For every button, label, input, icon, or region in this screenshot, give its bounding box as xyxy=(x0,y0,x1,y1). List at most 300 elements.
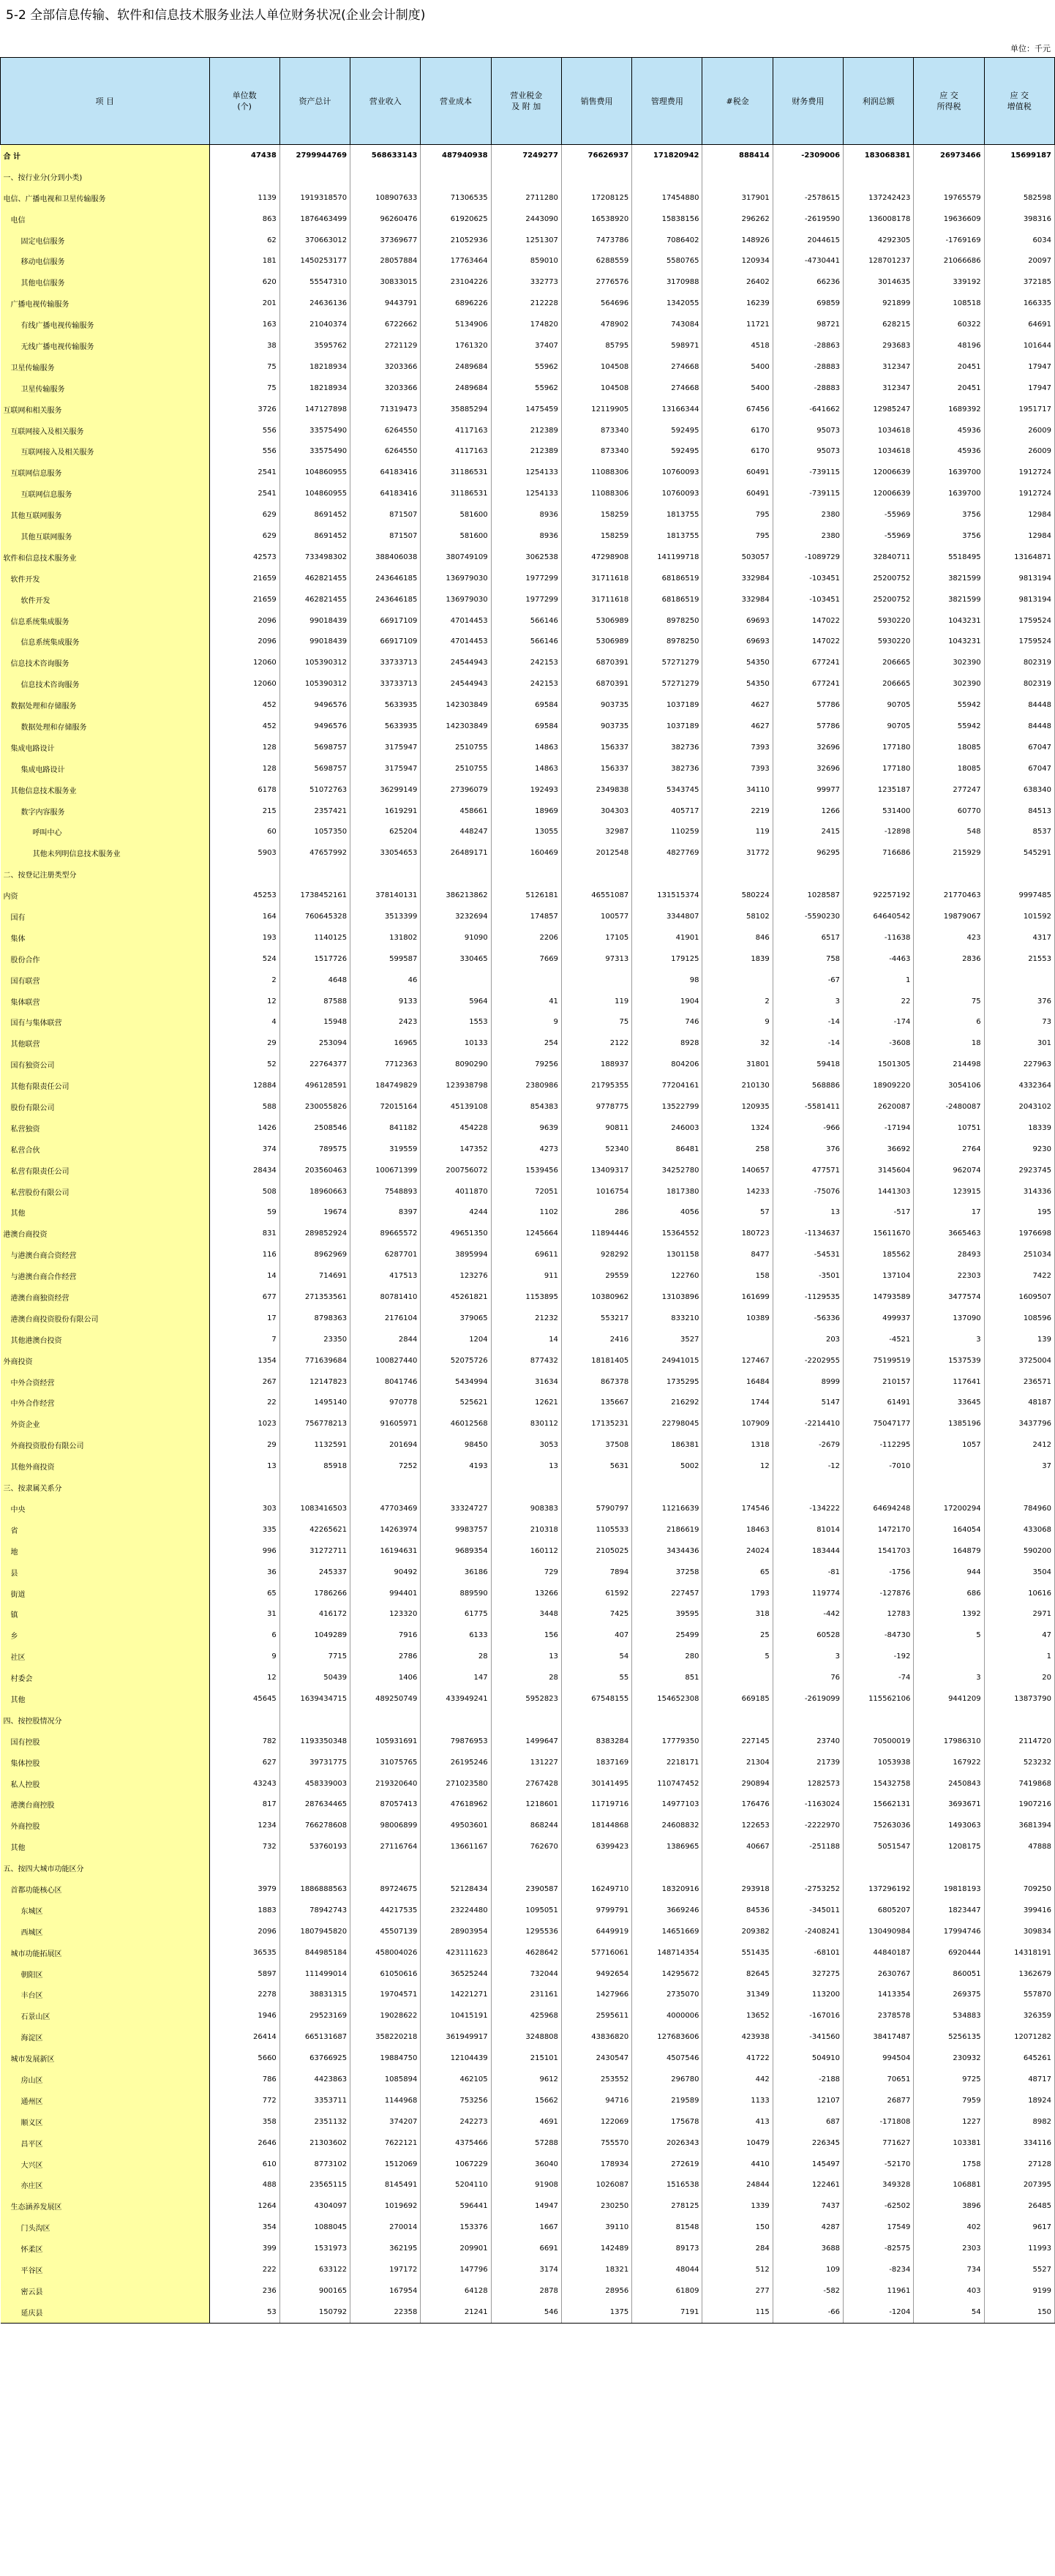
table-row xyxy=(1,250,1055,272)
table-cell: 1427966 xyxy=(561,1984,631,2005)
row-label: 软件和信息技术服务业 xyxy=(1,547,210,568)
table-row xyxy=(1,1371,1055,1393)
table-cell: -4521 xyxy=(844,1329,914,1350)
table-cell: 22358 xyxy=(350,2302,421,2323)
table-cell: 177180 xyxy=(844,737,914,758)
row-label: 朝阳区 xyxy=(1,1963,210,1985)
table-cell: 61592 xyxy=(561,1583,631,1604)
table-header-row xyxy=(1,58,1055,145)
table-cell: 709250 xyxy=(984,1879,1054,1900)
table-cell xyxy=(844,1477,914,1498)
table-cell: 1318 xyxy=(702,1434,773,1456)
table-cell: 1553 xyxy=(421,1012,491,1033)
table-cell: -82575 xyxy=(844,2238,914,2259)
table-row xyxy=(1,2111,1055,2133)
table-cell: 19818193 xyxy=(914,1879,984,1900)
table-cell: 3595762 xyxy=(279,335,350,356)
table-cell: 1919318570 xyxy=(279,187,350,209)
table-cell: 87057413 xyxy=(350,1794,421,1815)
table-cell: 92257192 xyxy=(844,885,914,906)
table-row xyxy=(1,314,1055,335)
row-label: 互联网接入及相关服务 xyxy=(1,441,210,462)
table-cell: 309834 xyxy=(984,1921,1054,1942)
table-cell: 5633935 xyxy=(350,716,421,737)
table-cell: 3756 xyxy=(914,525,984,547)
table-cell: 69611 xyxy=(491,1244,561,1265)
table-cell: 6264550 xyxy=(350,441,421,462)
table-cell: 318 xyxy=(702,1603,773,1625)
table-cell: 8090290 xyxy=(421,1054,491,1075)
table-row xyxy=(1,610,1055,632)
table-cell: 12985247 xyxy=(844,399,914,420)
table-cell: 3527 xyxy=(632,1329,702,1350)
table-cell: 11993 xyxy=(984,2238,1054,2259)
table-cell: 31272711 xyxy=(279,1540,350,1562)
table-cell: 504910 xyxy=(773,2048,843,2069)
table-cell: 31349 xyxy=(702,1984,773,2005)
table-cell: 136008178 xyxy=(844,209,914,230)
table-cell: 867378 xyxy=(561,1371,631,1393)
table-cell: 1495140 xyxy=(279,1393,350,1414)
table-cell: 60491 xyxy=(702,462,773,483)
table-cell: 66236 xyxy=(773,272,843,293)
table-cell: 386213862 xyxy=(421,885,491,906)
table-cell: 21795355 xyxy=(561,1075,631,1096)
table-cell xyxy=(279,1857,350,1879)
table-cell: 37508 xyxy=(561,1434,631,1456)
table-cell: 48717 xyxy=(984,2069,1054,2090)
table-cell: 60770 xyxy=(914,801,984,822)
row-label: 国有 xyxy=(1,906,210,927)
table-cell: 104508 xyxy=(561,378,631,399)
table-cell: 186381 xyxy=(632,1434,702,1456)
table-cell: 10389 xyxy=(702,1308,773,1329)
table-cell: 1786266 xyxy=(279,1583,350,1604)
table-cell: 889590 xyxy=(421,1583,491,1604)
table-cell: 32696 xyxy=(773,758,843,779)
table-cell: 33645 xyxy=(914,1393,984,1414)
table-cell: 185562 xyxy=(844,1244,914,1265)
table-cell: 1 xyxy=(844,970,914,991)
table-cell: 5051547 xyxy=(844,1836,914,1857)
table-cell xyxy=(914,970,984,991)
table-cell: 31711618 xyxy=(561,568,631,589)
table-cell: 14793589 xyxy=(844,1287,914,1308)
table-cell: -127876 xyxy=(844,1583,914,1604)
table-cell: 8691452 xyxy=(279,525,350,547)
table-cell: 41 xyxy=(491,991,561,1012)
table-cell: 2044615 xyxy=(773,230,843,251)
table-cell: 32840711 xyxy=(844,547,914,568)
table-cell: 272619 xyxy=(632,2154,702,2175)
table-cell: 120935 xyxy=(702,1096,773,1117)
table-row xyxy=(1,673,1055,694)
table-cell: 209382 xyxy=(702,1921,773,1942)
row-label: 有线广播电视传输服务 xyxy=(1,314,210,335)
table-cell: 743084 xyxy=(632,314,702,335)
table-cell: 921899 xyxy=(844,293,914,314)
table-cell xyxy=(561,1477,631,1498)
table-cell: 142303849 xyxy=(421,694,491,716)
table-cell: 108596 xyxy=(984,1308,1054,1329)
table-cell xyxy=(844,1710,914,1731)
table-cell: 6691 xyxy=(491,2238,561,2259)
table-row xyxy=(1,1075,1055,1096)
table-cell: 14977103 xyxy=(632,1794,702,1815)
table-cell: 755570 xyxy=(561,2133,631,2154)
table-cell: 43836820 xyxy=(561,2026,631,2048)
table-cell: -2309006 xyxy=(773,145,843,166)
table-cell: -2188 xyxy=(773,2069,843,2090)
table-cell: 122069 xyxy=(561,2111,631,2133)
table-cell: 1019692 xyxy=(350,2195,421,2217)
table-cell: 14263974 xyxy=(350,1519,421,1540)
table-cell: 75047177 xyxy=(844,1413,914,1434)
table-cell: 12783 xyxy=(844,1603,914,1625)
row-label: 软件开发 xyxy=(1,568,210,589)
table-cell: -2619590 xyxy=(773,209,843,230)
table-cell: 312347 xyxy=(844,356,914,378)
table-row xyxy=(1,1033,1055,1054)
table-cell: 13055 xyxy=(491,822,561,843)
table-cell: 7393 xyxy=(702,737,773,758)
table-cell: 55942 xyxy=(914,694,984,716)
table-cell xyxy=(844,864,914,885)
table-cell: 6034 xyxy=(984,230,1054,251)
table-cell: 108907633 xyxy=(350,187,421,209)
table-cell: 5518495 xyxy=(914,547,984,568)
table-cell: 9496576 xyxy=(279,694,350,716)
row-label: 合 计 xyxy=(1,145,210,166)
table-cell: 7252 xyxy=(350,1456,421,1477)
table-cell: 108518 xyxy=(914,293,984,314)
table-cell xyxy=(702,1329,773,1350)
table-cell: 219589 xyxy=(632,2090,702,2111)
table-cell: 8982 xyxy=(984,2111,1054,2133)
table-cell: 70500019 xyxy=(844,1731,914,1752)
table-cell: -1163024 xyxy=(773,1794,843,1815)
table-cell: -251188 xyxy=(773,1836,843,1857)
table-cell: 4827769 xyxy=(632,842,702,864)
table-cell: 14947 xyxy=(491,2195,561,2217)
table-cell: 57786 xyxy=(773,716,843,737)
table-cell: 3504 xyxy=(984,1562,1054,1583)
table-cell: 47618962 xyxy=(421,1794,491,1815)
table-cell: 137296192 xyxy=(844,1879,914,1900)
table-cell: 55942 xyxy=(914,716,984,737)
table-cell: 212389 xyxy=(491,441,561,462)
table-cell: 41722 xyxy=(702,2048,773,2069)
table-cell: 57716061 xyxy=(561,1942,631,1963)
table-cell: 716686 xyxy=(844,842,914,864)
table-cell: 5147 xyxy=(773,1393,843,1414)
table-cell: 4011870 xyxy=(421,1181,491,1202)
table-cell: 123915 xyxy=(914,1181,984,1202)
table-cell: 871507 xyxy=(350,504,421,525)
table-row xyxy=(1,864,1055,885)
row-label: 平谷区 xyxy=(1,2259,210,2280)
table-cell: 29 xyxy=(209,1033,279,1054)
table-cell: 227963 xyxy=(984,1054,1054,1075)
table-cell: 14 xyxy=(491,1329,561,1350)
table-cell: -52170 xyxy=(844,2154,914,2175)
table-cell: 180723 xyxy=(702,1223,773,1244)
table-cell: -2679 xyxy=(773,1434,843,1456)
table-cell: 625204 xyxy=(350,822,421,843)
table-cell: 372185 xyxy=(984,272,1054,293)
table-cell: 645261 xyxy=(984,2048,1054,2069)
table-cell: 7916 xyxy=(350,1625,421,1646)
table-cell: 7393 xyxy=(702,758,773,779)
table-cell: 407 xyxy=(561,1625,631,1646)
table-cell: 57 xyxy=(702,1202,773,1224)
table-cell: 398316 xyxy=(984,209,1054,230)
table-cell: 203560463 xyxy=(279,1160,350,1181)
table-cell: 1837169 xyxy=(561,1752,631,1773)
table-cell xyxy=(350,1710,421,1731)
table-cell: 12060 xyxy=(209,673,279,694)
table-cell: 319559 xyxy=(350,1139,421,1160)
table-cell: 14221271 xyxy=(421,1984,491,2005)
table-cell: 1385196 xyxy=(914,1413,984,1434)
table-cell: -17194 xyxy=(844,1117,914,1139)
table-cell: 753256 xyxy=(421,2090,491,2111)
table-cell: 19704571 xyxy=(350,1984,421,2005)
table-cell: 1639700 xyxy=(914,462,984,483)
table-cell: 339192 xyxy=(914,272,984,293)
table-cell: 1016754 xyxy=(561,1181,631,1202)
table-cell: 230055826 xyxy=(279,1096,350,1117)
table-cell: 47 xyxy=(984,1625,1054,1646)
table-cell: 3979 xyxy=(209,1879,279,1900)
table-cell: 846 xyxy=(702,927,773,948)
table-cell: 380749109 xyxy=(421,547,491,568)
table-cell: 24608832 xyxy=(632,1815,702,1836)
table-cell: 4627 xyxy=(702,716,773,737)
row-label: 互联网信息服务 xyxy=(1,483,210,504)
table-cell: 2096 xyxy=(209,631,279,652)
table-cell: 2105025 xyxy=(561,1540,631,1562)
table-cell: 22798045 xyxy=(632,1413,702,1434)
table-cell xyxy=(702,864,773,885)
table-cell: 11721 xyxy=(702,314,773,335)
table-cell: -3501 xyxy=(773,1265,843,1287)
table-cell: 104860955 xyxy=(279,462,350,483)
row-label: 集体控股 xyxy=(1,1752,210,1773)
table-cell: 90705 xyxy=(844,694,914,716)
table-cell: 3756 xyxy=(914,504,984,525)
table-cell: 69859 xyxy=(773,293,843,314)
table-row xyxy=(1,1350,1055,1371)
table-cell: 24544943 xyxy=(421,652,491,673)
table-cell: 26489171 xyxy=(421,842,491,864)
table-cell: 962074 xyxy=(914,1160,984,1181)
table-cell: 3175947 xyxy=(350,737,421,758)
table-cell: 271023580 xyxy=(421,1773,491,1794)
table-cell: 7715 xyxy=(279,1646,350,1667)
table-cell: 36186 xyxy=(421,1562,491,1583)
table-cell: 215 xyxy=(209,801,279,822)
table-cell: 11719716 xyxy=(561,1794,631,1815)
table-cell: 9133 xyxy=(350,991,421,1012)
table-cell: 2 xyxy=(209,970,279,991)
table-cell: 290894 xyxy=(702,1773,773,1794)
table-cell: 6 xyxy=(914,1012,984,1033)
table-cell: 3725004 xyxy=(984,1350,1054,1371)
table-cell: 817 xyxy=(209,1794,279,1815)
table-cell: 1793 xyxy=(702,1583,773,1604)
table-cell: 4317 xyxy=(984,927,1054,948)
table-cell: 2836 xyxy=(914,948,984,970)
table-cell: 8397 xyxy=(350,1202,421,1224)
table-cell: 2541 xyxy=(209,483,279,504)
table-cell: 3053 xyxy=(491,1434,561,1456)
table-cell: 13 xyxy=(209,1456,279,1477)
table-cell: -67 xyxy=(773,970,843,991)
table-cell: 19636609 xyxy=(914,209,984,230)
table-cell: 2443090 xyxy=(491,209,561,230)
table-row xyxy=(1,335,1055,356)
row-label: 私营有限责任公司 xyxy=(1,1160,210,1181)
table-row xyxy=(1,2005,1055,2026)
table-cell: 156337 xyxy=(561,737,631,758)
table-cell: 1689392 xyxy=(914,399,984,420)
table-cell: 67456 xyxy=(702,399,773,420)
table-cell: 7425 xyxy=(561,1603,631,1625)
table-row xyxy=(1,2302,1055,2323)
table-cell: 477571 xyxy=(773,1160,843,1181)
table-cell: 161699 xyxy=(702,1287,773,1308)
table-row xyxy=(1,1434,1055,1456)
table-cell: 46551087 xyxy=(561,885,631,906)
table-cell: 17986310 xyxy=(914,1731,984,1752)
row-label: 卫星传输服务 xyxy=(1,356,210,378)
table-cell: 556 xyxy=(209,420,279,441)
table-cell: 12 xyxy=(209,1667,279,1688)
table-cell: 103381 xyxy=(914,2133,984,2154)
table-cell: 9725 xyxy=(914,2069,984,2090)
table-cell: -2408241 xyxy=(773,1921,843,1942)
table-cell: 2878 xyxy=(491,2280,561,2302)
table-cell: 219320640 xyxy=(350,1773,421,1794)
table-cell: 16965 xyxy=(350,1033,421,1054)
table-cell: 1413354 xyxy=(844,1984,914,2005)
row-label: 中外合资经营 xyxy=(1,1371,210,1393)
table-cell: 67548155 xyxy=(561,1688,631,1710)
row-label: 石景山区 xyxy=(1,2005,210,2026)
table-row xyxy=(1,2280,1055,2302)
table-cell: 10760093 xyxy=(632,462,702,483)
table-cell: -28883 xyxy=(773,356,843,378)
table-cell: 5897 xyxy=(209,1963,279,1985)
table-cell: 148926 xyxy=(702,230,773,251)
table-cell: 1139 xyxy=(209,187,279,209)
table-row xyxy=(1,822,1055,843)
table-cell: 40667 xyxy=(702,1836,773,1857)
table-cell: 330465 xyxy=(421,948,491,970)
table-cell: 512 xyxy=(702,2259,773,2280)
table-cell: -68101 xyxy=(773,1942,843,1963)
table-cell xyxy=(702,1857,773,1879)
row-label: 其他 xyxy=(1,1688,210,1710)
table-cell: 1976698 xyxy=(984,1223,1054,1244)
table-cell: 1028587 xyxy=(773,885,843,906)
table-cell: 629 xyxy=(209,504,279,525)
table-row xyxy=(1,758,1055,779)
table-cell: 2776576 xyxy=(561,272,631,293)
table-cell: 746 xyxy=(632,1012,702,1033)
column-header: 应 交 增值税 xyxy=(984,58,1054,145)
table-cell: 423111623 xyxy=(421,1942,491,1963)
table-cell: 4304097 xyxy=(279,2195,350,2217)
table-cell: 1234 xyxy=(209,1815,279,1836)
table-cell: 3669246 xyxy=(632,1900,702,1921)
table-cell: 45139108 xyxy=(421,1096,491,1117)
table-cell: 7 xyxy=(209,1329,279,1350)
table-cell: 68186519 xyxy=(632,589,702,610)
table-cell: 25 xyxy=(702,1625,773,1646)
table-cell: 7473786 xyxy=(561,230,631,251)
table-cell: 158259 xyxy=(561,504,631,525)
table-cell: 4332364 xyxy=(984,1075,1054,1096)
table-cell: 8978250 xyxy=(632,610,702,632)
row-label: 其他港澳台投资 xyxy=(1,1329,210,1350)
table-cell xyxy=(491,864,561,885)
table-cell: 5204110 xyxy=(421,2175,491,2196)
table-cell: 167922 xyxy=(914,1752,984,1773)
table-cell: 804206 xyxy=(632,1054,702,1075)
table-cell: 1282573 xyxy=(773,1773,843,1794)
table-cell: 16194631 xyxy=(350,1540,421,1562)
table-cell: 1339 xyxy=(702,2195,773,2217)
table-cell: 374 xyxy=(209,1139,279,1160)
table-cell: 1053938 xyxy=(844,1752,914,1773)
row-label: 数据处理和存储服务 xyxy=(1,716,210,737)
table-cell xyxy=(702,1710,773,1731)
table-cell: 10380962 xyxy=(561,1287,631,1308)
table-cell: 2303 xyxy=(914,2238,984,2259)
row-label: 私营合伙 xyxy=(1,1139,210,1160)
table-cell: 403 xyxy=(914,2280,984,2302)
table-cell: 9799791 xyxy=(561,1900,631,1921)
table-cell: 242153 xyxy=(491,673,561,694)
table-cell: 61050616 xyxy=(350,1963,421,1985)
table-cell: 127683606 xyxy=(632,2026,702,2048)
table-row xyxy=(1,547,1055,568)
table-cell: 588 xyxy=(209,1096,279,1117)
table-cell: 994504 xyxy=(844,2048,914,2069)
table-cell: 77204161 xyxy=(632,1075,702,1096)
table-cell: 1907216 xyxy=(984,1794,1054,1815)
table-cell xyxy=(914,1477,984,1498)
table-cell: 2620087 xyxy=(844,1096,914,1117)
table-cell: 48044 xyxy=(632,2259,702,2280)
table-cell: 4375466 xyxy=(421,2133,491,2154)
table-cell: 1537539 xyxy=(914,1350,984,1371)
table-cell: 13103896 xyxy=(632,1287,702,1308)
table-cell: 9813194 xyxy=(984,568,1054,589)
table-cell: 17763464 xyxy=(421,250,491,272)
table-cell: 382736 xyxy=(632,758,702,779)
table-cell: 1823447 xyxy=(914,1900,984,1921)
table-cell: 327275 xyxy=(773,1963,843,1985)
table-cell: 2096 xyxy=(209,610,279,632)
table-cell: 18924 xyxy=(984,2090,1054,2111)
table-cell: 76626937 xyxy=(561,145,631,166)
table-row xyxy=(1,1688,1055,1710)
table-cell: 6264550 xyxy=(350,420,421,441)
table-cell: 21303602 xyxy=(279,2133,350,2154)
